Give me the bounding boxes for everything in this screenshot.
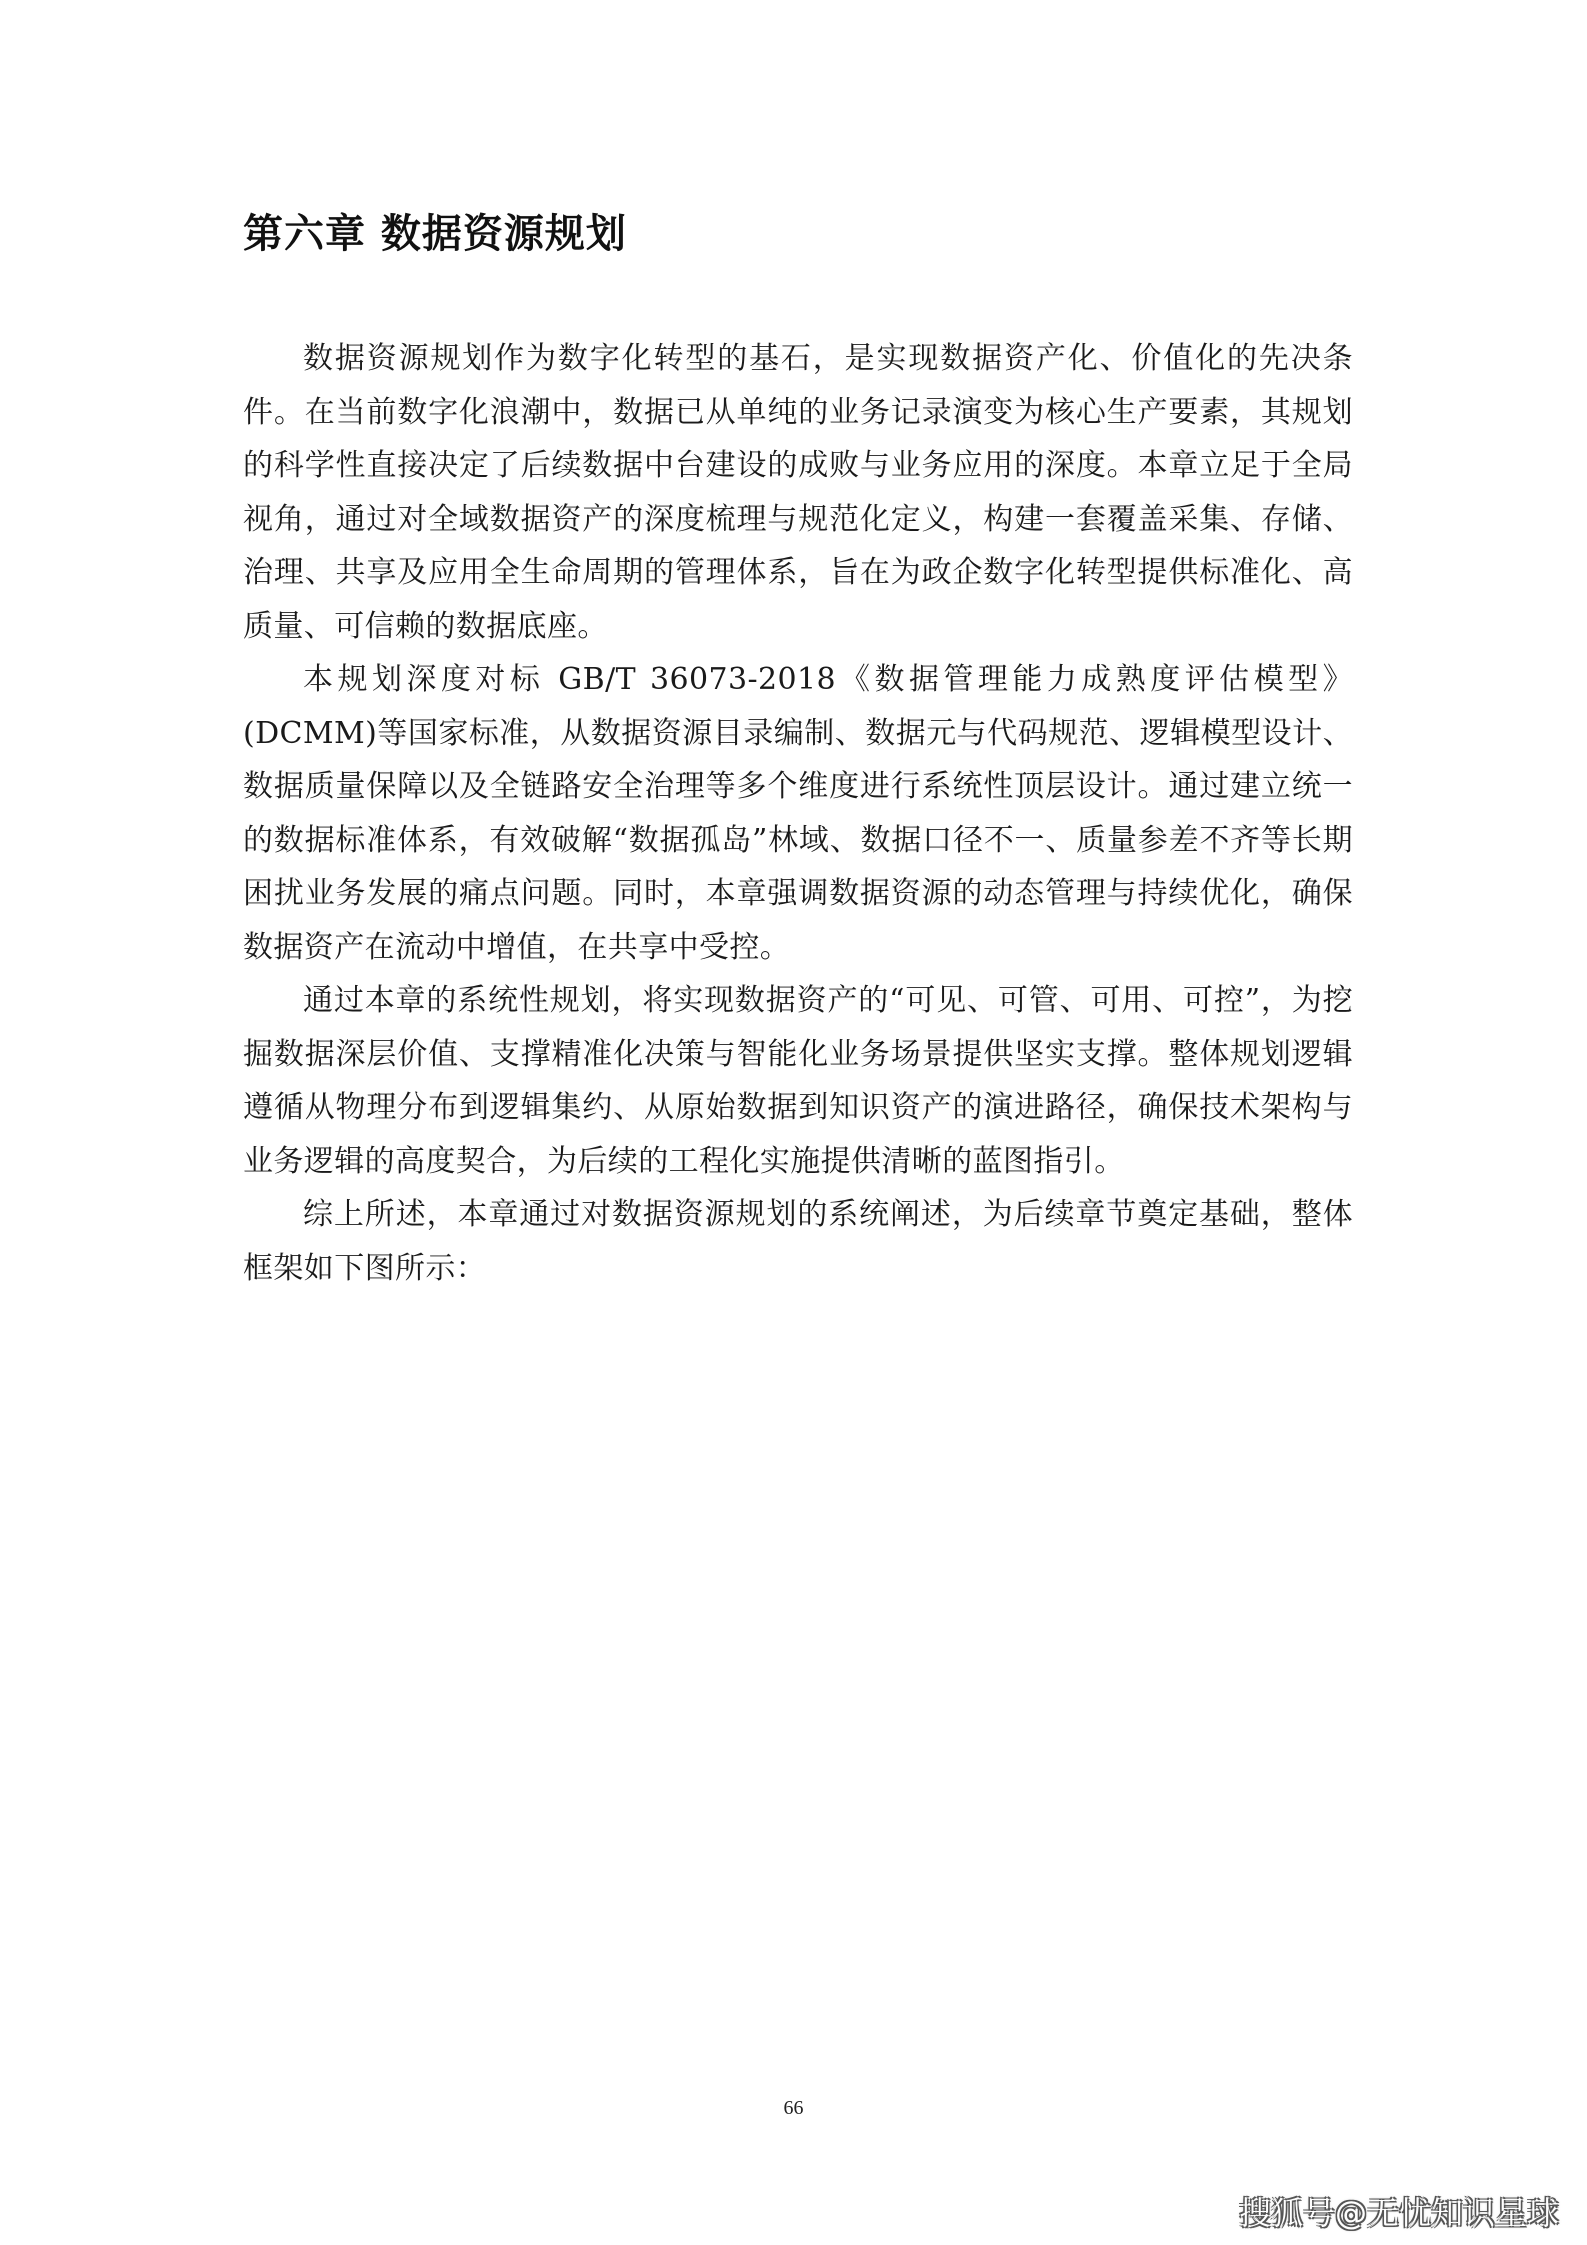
paragraph-intro: 数据资源规划作为数字化转型的基石，是实现数据资产化、价值化的先决条件。在当前数字化浪潮中，数据已从单纯的业务记录演变为核心生产要素，其规划的科学性直接决定了后续数据中台建设的成败与业务应用的深度。本章立足于全局视角，通过对全域数据资产的深度梳理与规范化定义，构建一套覆盖采集、存储、治理、共享及应用全生命周期的管理体系，旨在为政企数字化转型提供标准化、高质量、可信赖的数据底座。 xyxy=(243,341,1353,644)
paragraph-goals: 通过本章的系统性规划，将实现数据资产的“可见、可管、可用、可控”，为挖掘数据深层价值、支撑精准化决策与智能化业务场景提供坚实支撑。整体规划逻辑遵循从物理分布到逻辑集约、从原始数据到知识资产的演进路径，确保技术架构与业务逻辑的高度契合，为后续的工程化实施提供清晰的蓝图指引。 xyxy=(243,983,1353,1179)
chapter-body xyxy=(243,332,1353,1295)
paragraph-standards: 本规划深度对标 GB/T 36073-2018《数据管理能力成熟度评估模型》(DCMM)等国家标准，从数据资源目录编制、数据元与代码规范、逻辑模型设计、数据质量保障以及全链路安全治理等多个维度进行系统性顶层设计。通过建立统一的数据标准体系，有效破解“数据孤岛”林域、数据口径不一、质量参差不齐等长期困扰业务发展的痛点问题。同时，本章强调数据资源的动态管理与持续优化，确保数据资产在流动中增值，在共享中受控。 xyxy=(243,662,1353,965)
source-watermark: 搜狐号@无忧知识星球 xyxy=(1238,2194,1559,2232)
paragraph-summary: 综上所述，本章通过对数据资源规划的系统阐述，为后续章节奠定基础，整体框架如下图所示： xyxy=(243,1197,1353,1286)
page-number: 66 xyxy=(783,2097,804,2119)
chapter-title: 第六章 数据资源规划 xyxy=(243,211,627,257)
